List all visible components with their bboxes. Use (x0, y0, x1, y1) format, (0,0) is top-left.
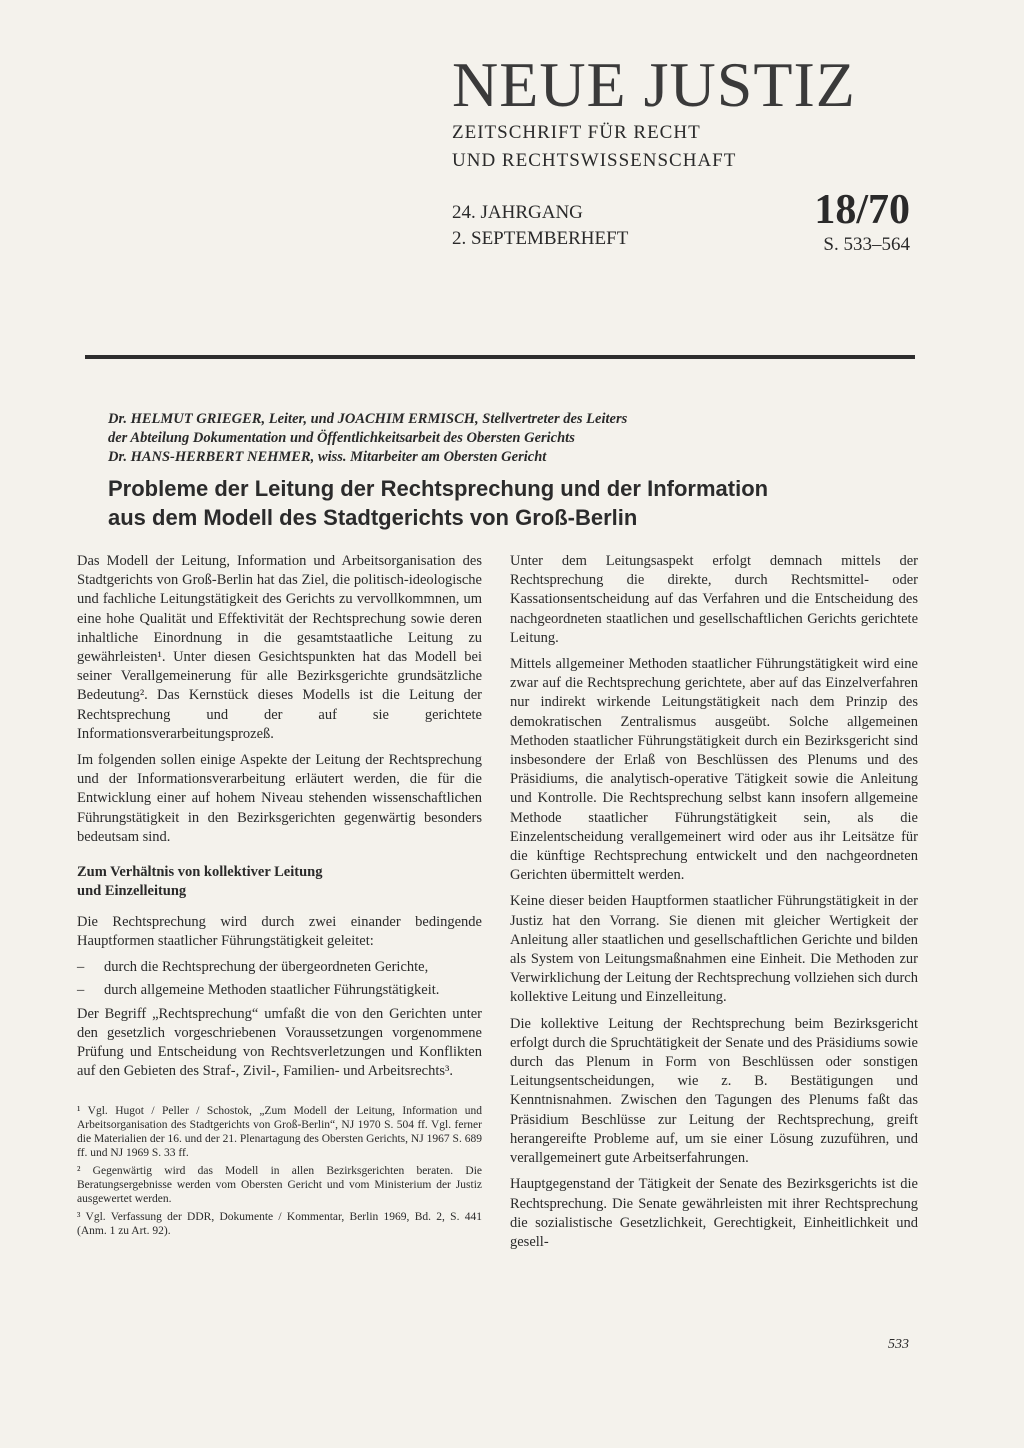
footnote: ² Gegenwärtig wird das Modell in allen Bezirksgerichten beraten. Die Beratungsergebnisse werden vom Obersten Gericht und vom Ministerium der Justiz ausgewertet werden. (77, 1164, 482, 1205)
paragraph: Mittels allgemeiner Methoden staatlicher Führungstätigkeit wird eine zwar auf die Rechtsprechung gerichtete, aber auf das Einzelverfahren nur indirekt wirkende Leitungstätigkeit nach dem Prinzip des demokratischen Zentralismus ausgeübt. Solche allgemeinen Methoden staatlicher Führungstätigkeit durch ein Bezirksgericht sind insbesondere der Erlaß von Beschlüssen des Plenums und des Präsidiums, die analytisch-operative Tätigkeit sowie die Anleitung und Kontrolle. Die Rechtsprechung selbst kann insofern allgemeine Methode staatlicher Führungstätigkeit sein, als die Einzelentscheidung verallgemeinert wird oder aus ihr Leitsätze für die künftige Rechtsprechung entwickelt und den nachgeordneten Gerichten übermittelt werden. (510, 656, 918, 884)
paragraph: Hauptgegenstand der Tätigkeit der Senate des Bezirksgerichts ist die Rechtsprechung. Die Senate gewährleisten mit ihrer Rechtsprechung die sozialistische Gesetzlichkeit, Gerechtigkeit, Einheitlichkeit und gesell- (510, 1176, 918, 1250)
headline-line: aus dem Modell des Stadtgerichts von Groß-Berlin (108, 505, 638, 530)
author-block (108, 410, 928, 467)
footnote: ³ Vgl. Verfassung der DDR, Dokumente / Kommentar, Berlin 1969, Bd. 2, S. 441 (Anm. 1 zu Art. 92). (77, 1210, 482, 1237)
journal-title: NEUE JUSTIZ (452, 49, 856, 120)
paragraph: Im folgenden sollen einige Aspekte der Leitung der Rechtsprechung und der Informationsverarbeitung erläutert werden, die für die Entwicklung einer auf hohem Niveau stehenden wissenschaftlichen Führungstätigkeit in den Bezirksgerichten gegenwärtig besonders bedeutsam sind. (77, 752, 482, 845)
issue-number: 18/70 (814, 187, 910, 233)
headline-line: Probleme der Leitung der Rechtsprechung und der Information (108, 476, 769, 501)
paragraph: Das Modell der Leitung, Information und Arbeitsorganisation des Stadtgerichts von Groß-Berlin hat das Ziel, die politisch-ideologische und fachliche Leitungstätigkeit des Gerichts zu vervollkommnen, um eine hohe Qualität und Effektivität der Rechtsprechung sowie deren inhaltliche Einordnung in die gesamtstaatliche Leitung zu gewährleisten¹. Unter diesen Gesichtspunkten hat das Modell bei seiner Verallgemeinerung für alle Bezirksgerichte grundsätzliche Bedeutung². Das Kernstück dieses Modells ist die Leitung der Rechtsprechung und der auf sie gerichtete Informationsverarbeitungsprozeß. (77, 553, 482, 742)
masthead-divider (85, 355, 915, 359)
journal-subtitle-line-2: UND RECHTSWISSENSCHAFT (452, 150, 737, 171)
page-number: 533 (888, 1337, 909, 1352)
footnotes (77, 1104, 482, 1238)
author-line: der Abteilung Dokumentation und Öffentlichkeitsarbeit des Obersten Gerichts (108, 430, 575, 446)
paragraph: Unter dem Leitungsaspekt erfolgt demnach mittels der Rechtsprechung die direkte, durch Rechtsmittel- oder Kassationsentscheidung auf das Verfahren und die Entscheidung des nachgeordneten staatlichen und gesellschaftlichen Gerichts gerichtete Leitung. (510, 553, 918, 646)
author-line: Dr. HELMUT GRIEGER, Leiter, und JOACHIM ERMISCH, Stellvertreter des Leiters (108, 411, 628, 427)
issue-info (452, 187, 922, 260)
issue-pages: S. 533–564 (823, 234, 910, 255)
issue-label: 2. SEPTEMBERHEFT (452, 228, 629, 249)
right-column (510, 552, 918, 1259)
section-heading-line: und Einzelleitung (77, 883, 187, 900)
left-column (77, 552, 482, 1242)
section-heading (77, 863, 482, 901)
paragraph: Die kollektive Leitung der Rechtsprechung beim Bezirksgericht erfolgt durch die Spruchtätigkeit der Senate und des Präsidiums sowie durch das Plenum in Form von Beschlüssen oder sonstigen Leitungsentscheidungen, wie z. B. Bestätigungen und Kenntnisnahmen. Zwischen den Tagungen des Plenums faßt das Präsidium Beschlüsse zur Leitung der Rechtsprechung, greift herangereifte Probleme auf, um sie einer Lösung zuzuführen, und verallgemeinert gute Arbeitserfahrungen. (510, 1015, 918, 1167)
paragraph: Der Begriff „Rechtsprechung“ umfaßt die von den Gerichten unter den gesetzlich vorgeschriebenen Voraussetzungen vorgenommene Prüfung und Entscheidung von Rechtsverletzungen und Konflikten auf den Gebieten des Straf-, Zivil-, Familien- und Arbeitsrechts³. (77, 1005, 482, 1080)
footnote: ¹ Vgl. Hugot / Peller / Schostok, „Zum Modell der Leitung, Information und Arbeitsorganisation des Stadtgerichts von Groß-Berlin“, NJ 1970 S. 504 ff. Vgl. ferner die Materialien der 16. und der 21. Plenartagung des Obersten Gerichts, NJ 1967 S. 689 ff. und NJ 1969 S. 33 ff. (77, 1104, 482, 1159)
list-item: – durch allgemeine Methoden staatlicher Führungstätigkeit. (77, 981, 482, 1000)
article-headline (108, 474, 938, 532)
paragraph: Die Rechtsprechung wird durch zwei einander bedingende Hauptformen staatlicher Führungstätigkeit geleitet: (77, 914, 482, 950)
list-item: – durch die Rechtsprechung der übergeordneten Gerichte, (77, 958, 482, 977)
bullet-list (77, 958, 482, 999)
author-line: Dr. HANS-HERBERT NEHMER, wiss. Mitarbeiter am Obersten Gericht (108, 449, 547, 465)
volume-label: 24. JAHRGANG (452, 202, 583, 223)
journal-subtitle-line-1: ZEITSCHRIFT FÜR RECHT (452, 122, 701, 143)
paragraph: Keine dieser beiden Hauptformen staatlicher Führungstätigkeit in der Justiz hat den Vorrang. Sie dienen mit gleicher Wertigkeit der Anleitung aller staatlichen und gesellschaftlichen Gerichte und bilden als System von Leitungsmaßnahmen eine Einheit. Die Methoden zur Verwirklichung der Leitung der Rechtsprechung vollziehen sich durch kollektive Leitung und Einzelleitung. (510, 893, 918, 1006)
masthead (452, 49, 952, 174)
issue-volume-block (452, 200, 628, 252)
section-heading-line: Zum Verhältnis von kollektiver Leitung (77, 864, 323, 881)
